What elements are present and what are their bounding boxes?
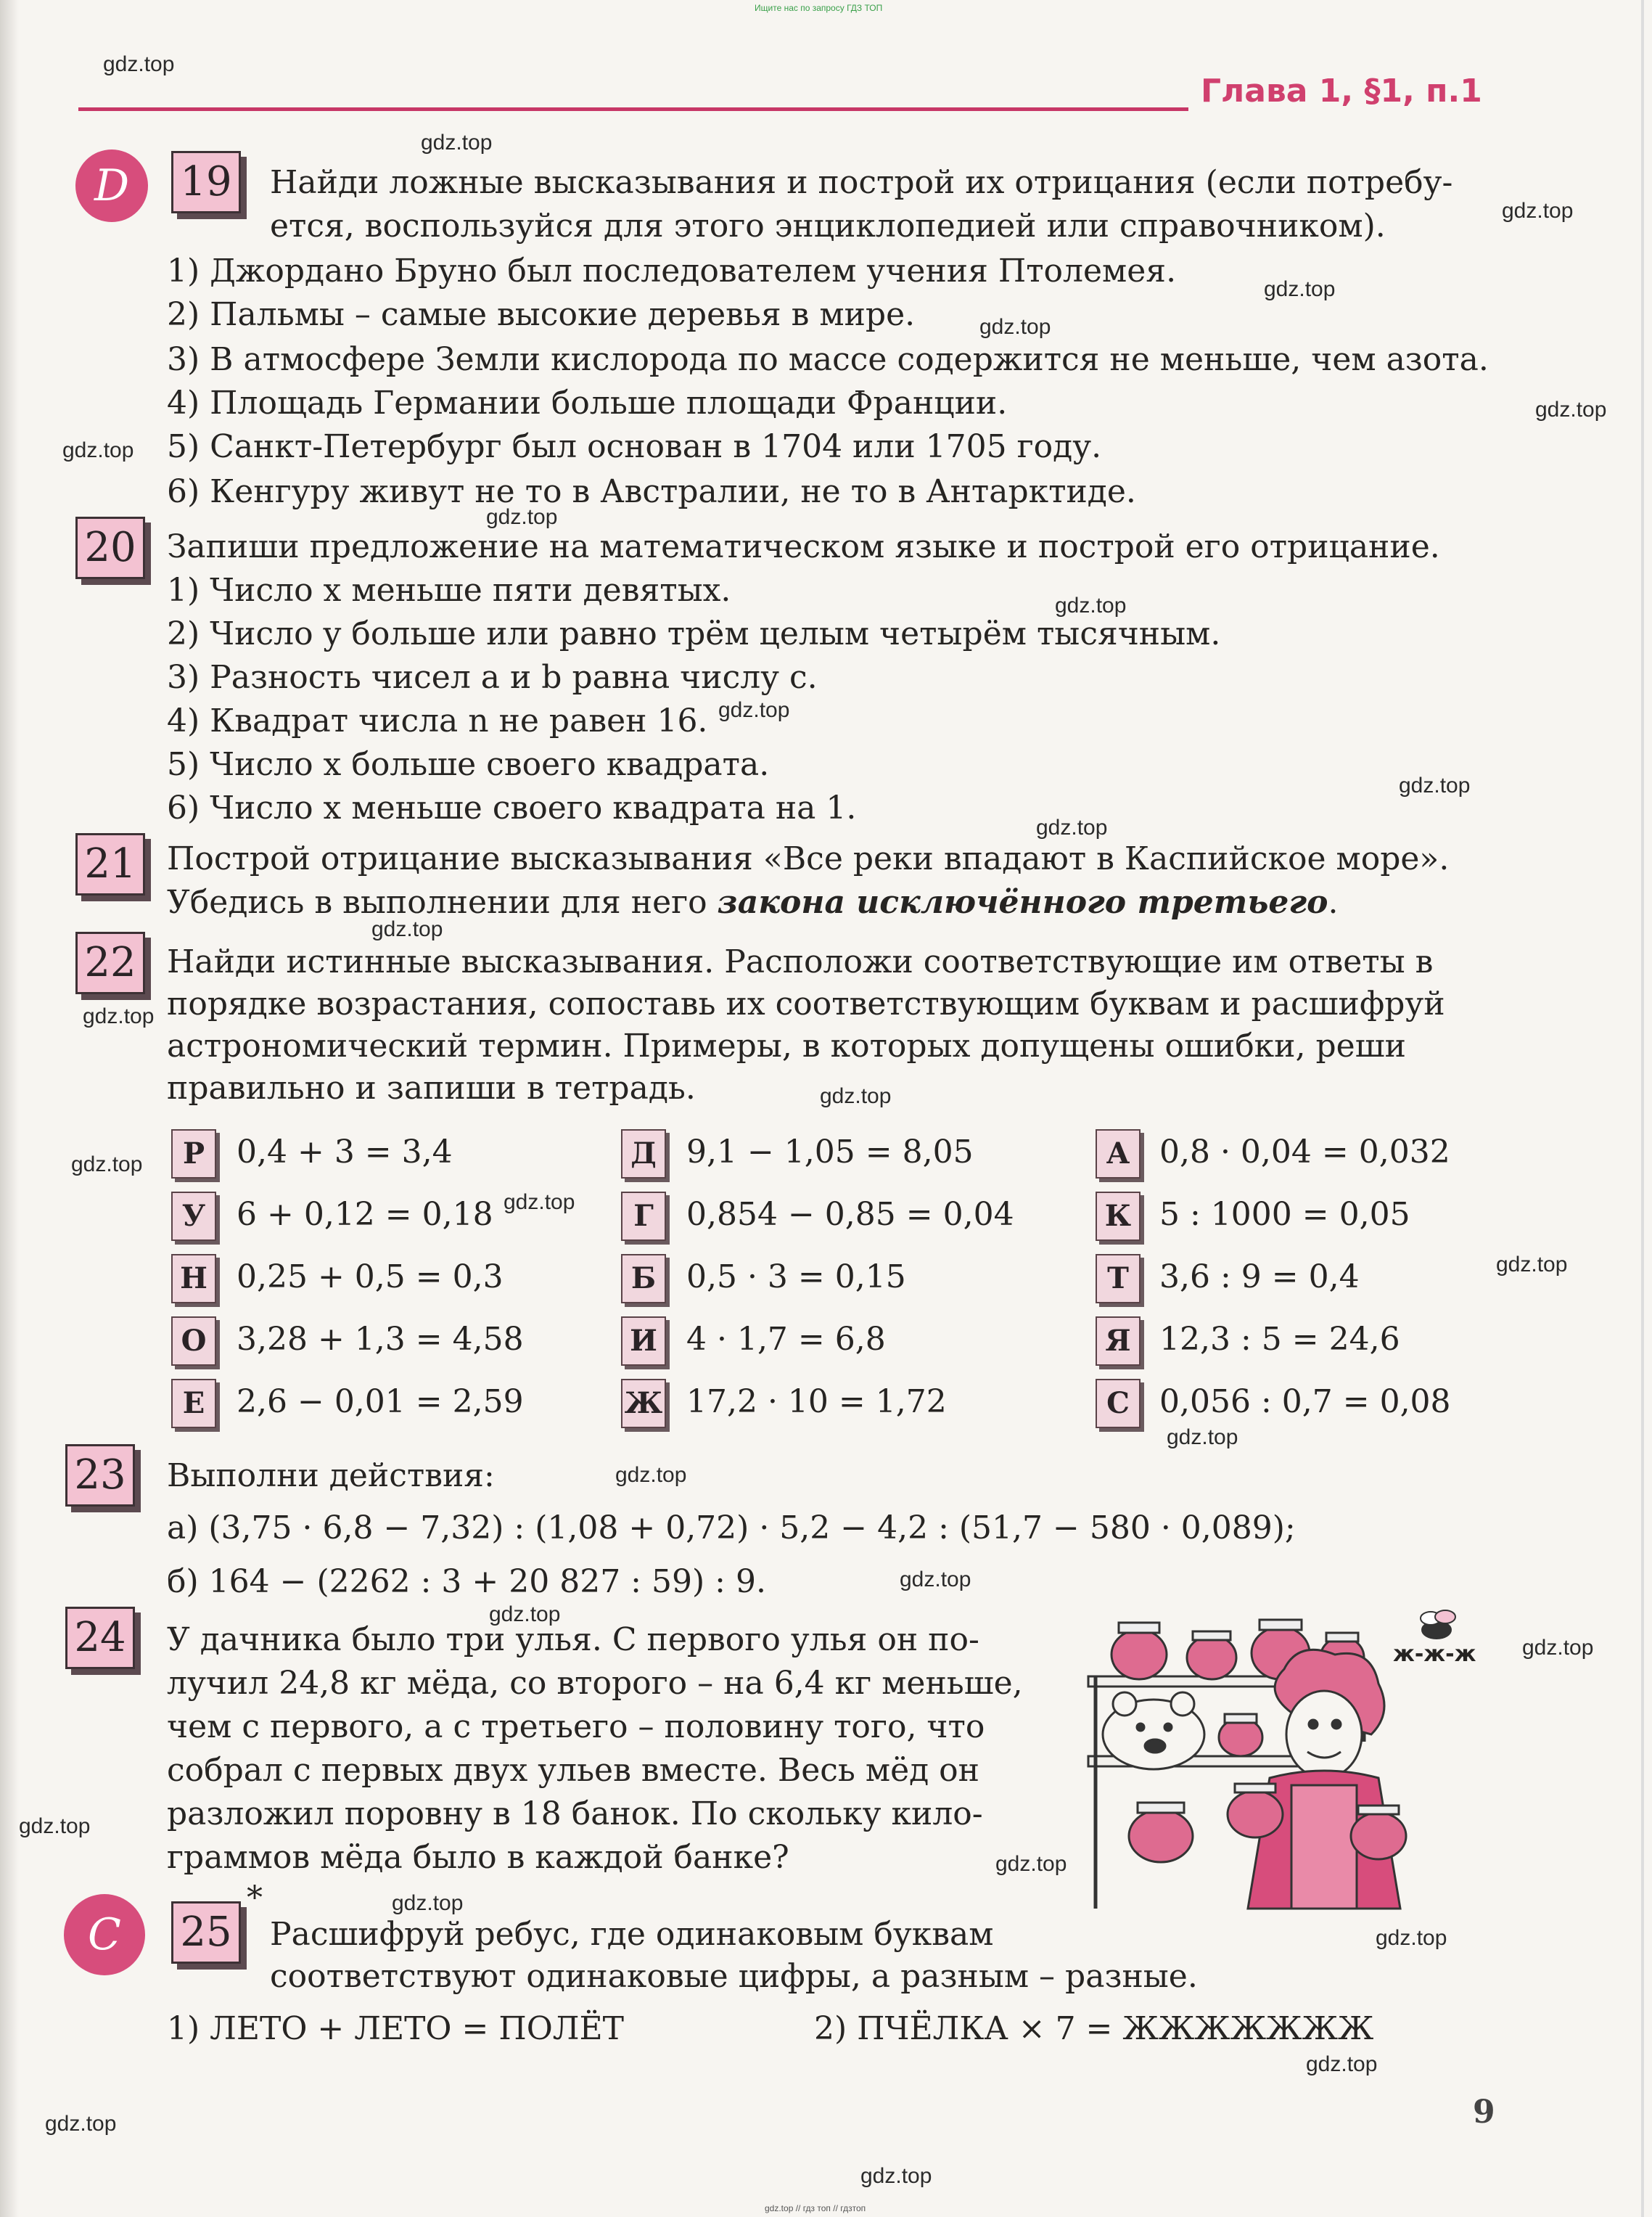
cipher-expression: 4 · 1,7 = 6,8 [686, 1321, 886, 1358]
task-25-line: Расшифруй ребус, где одинаковым буквам [270, 1916, 994, 1953]
watermark: gdz.top [979, 315, 1051, 339]
cipher-letter: О [171, 1316, 216, 1366]
task-19-line: Найди ложные высказывания и построй их отрицания (если потребу- [270, 164, 1453, 201]
watermark: gdz.top [45, 2112, 117, 2136]
watermark: gdz.top [62, 438, 134, 462]
cipher-letter: К [1096, 1192, 1141, 1241]
watermark: gdz.top [421, 131, 493, 155]
task-number-24: 24 [65, 1607, 135, 1669]
page-number: 9 [1473, 2094, 1495, 2131]
task-20-line: Запиши предложение на математическом языке и построй его отрицание. [167, 528, 1440, 565]
task-19-item: 3) В атмосфере Земли кислорода по массе содержится не меньше, чем азота. [167, 341, 1489, 378]
task-20-item: 3) Разность чисел a и b равна числу c. [167, 659, 818, 696]
watermark: gdz.top [718, 698, 790, 722]
watermark: gdz.top [1399, 774, 1471, 798]
task-24-line: чем с первого, а с третьего – половину того, что [167, 1708, 985, 1745]
cipher-letter: Т [1096, 1254, 1141, 1303]
task-19-item: 6) Кенгуру живут не то в Австралии, не то в Антарктиде. [167, 473, 1136, 510]
cipher-expression: 12,3 : 5 = 24,6 [1159, 1321, 1400, 1358]
cipher-letter: Е [171, 1379, 216, 1428]
watermark: gdz.top [1522, 1636, 1594, 1660]
cipher-letter: И [621, 1316, 666, 1366]
page-edge-right [1641, 0, 1644, 2217]
cipher-letter: Ж [621, 1379, 666, 1428]
watermark: gdz.top [1502, 199, 1574, 223]
task-20-item: 4) Квадрат числа n не равен 16. [167, 702, 708, 739]
watermark: gdz.top [860, 2164, 932, 2188]
cipher-expression: 0,854 − 0,85 = 0,04 [686, 1196, 1014, 1233]
task-number-25: 25 [171, 1901, 241, 1964]
watermark: gdz.top [995, 1852, 1067, 1876]
task-22-line: порядке возрастания, сопоставь их соответствующим буквам и расшифруй [167, 985, 1445, 1023]
level-c-marker: C [64, 1894, 145, 1975]
cipher-letter: А [1096, 1129, 1141, 1179]
cipher-letter: Д [621, 1129, 666, 1179]
task-22-line: Найди истинные высказывания. Расположи соответствующие им ответы в [167, 943, 1434, 980]
watermark: gdz.top [1306, 2052, 1378, 2076]
cipher-letter: У [171, 1192, 216, 1241]
task-20-item: 5) Число x больше своего квадрата. [167, 746, 770, 783]
watermark: gdz.top [615, 1463, 687, 1487]
watermark: gdz.top [486, 505, 558, 529]
task-22-line: правильно и запиши в тетрадь. [167, 1070, 696, 1107]
cipher-expression: 2,6 − 0,01 = 2,59 [237, 1383, 524, 1420]
watermark: gdz.top [504, 1190, 575, 1214]
task-20-item: 6) Число x меньше своего квадрата на 1. [167, 790, 857, 827]
page-shadow-left [0, 0, 19, 2217]
cipher-letter: Г [621, 1192, 666, 1241]
task-19-line: ется, воспользуйся для этого энциклопедией или справочником). [270, 208, 1386, 245]
watermark: gdz.top [1535, 398, 1607, 422]
task-number-20: 20 [75, 517, 145, 579]
cipher-expression: 0,056 : 0,7 = 0,08 [1159, 1383, 1451, 1420]
task-number-23: 23 [65, 1444, 135, 1507]
watermark: gdz.top [1036, 816, 1108, 840]
task-19-item: 2) Пальмы – самые высокие деревья в мире. [167, 296, 916, 333]
star-marker: * [247, 1880, 263, 1917]
cipher-expression: 3,6 : 9 = 0,4 [1159, 1258, 1360, 1295]
task-24-line: лучил 24,8 кг мёда, со второго – на 6,4 кг меньше, [167, 1665, 1023, 1702]
cipher-expression: 6 + 0,12 = 0,18 [237, 1196, 493, 1233]
task-22-line: астрономический термин. Примеры, в которых допущены ошибки, реши [167, 1028, 1406, 1065]
cipher-letter: Р [171, 1129, 216, 1179]
header-rule [78, 107, 1188, 111]
watermark: gdz.top [83, 1004, 155, 1028]
rebus-1: 1) ЛЕТО + ЛЕТО = ПОЛЁТ [167, 2010, 624, 2047]
task-24-line: собрал с первых двух ульев вместе. Весь мёд он [167, 1752, 980, 1789]
task-24-line: граммов мёда было в каждой банке? [167, 1839, 789, 1876]
watermark: gdz.top [103, 52, 175, 76]
task-21-line: Построй отрицание высказывания «Все реки впадают в Каспийское море». [167, 840, 1450, 877]
rebus-2: 2) ПЧЁЛКА × 7 = ЖЖЖЖЖЖЖ [814, 2010, 1374, 2047]
task-23-item: б) 164 − (2262 : 3 + 20 827 : 59) : 9. [167, 1563, 766, 1600]
top-note: Ищите нас по запросу ГДЗ ТОП [755, 3, 883, 13]
watermark: gdz.top [371, 917, 443, 941]
cipher-expression: 3,28 + 1,3 = 4,58 [237, 1321, 524, 1358]
task-25-line: соответствуют одинаковые цифры, а разным – разные. [270, 1958, 1198, 1995]
task-24-line: У дачника было три улья. С первого улья он по- [167, 1621, 979, 1658]
cipher-expression: 0,25 + 0,5 = 0,3 [237, 1258, 504, 1295]
bottom-note: gdz.top // гдз топ // гдзтоп [765, 2203, 866, 2213]
law-term: закона исключённого третьего [717, 884, 1328, 921]
task-19-item: 1) Джордано Бруно был последователем учения Птолемея. [167, 253, 1177, 290]
cipher-expression: 0,5 · 3 = 0,15 [686, 1258, 906, 1295]
watermark: gdz.top [489, 1602, 561, 1626]
task-21-period: . [1328, 884, 1339, 921]
task-23-item: а) (3,75 · 6,8 − 7,32) : (1,08 + 0,72) · 5,2 − 4,2 : (51,7 − 580 · 0,089); [167, 1509, 1296, 1546]
watermark: gdz.top [820, 1084, 892, 1108]
task-number-19: 19 [171, 151, 241, 213]
task-number-21: 21 [75, 833, 145, 896]
chapter-title: Глава 1, §1, п.1 [1201, 73, 1482, 110]
cipher-expression: 0,4 + 3 = 3,4 [237, 1134, 453, 1171]
watermark: gdz.top [392, 1891, 464, 1915]
watermark: gdz.top [1376, 1926, 1447, 1950]
cipher-expression: 17,2 · 10 = 1,72 [686, 1383, 947, 1420]
task-19-item: 4) Площадь Германии больше площади Франции. [167, 385, 1008, 422]
watermark: gdz.top [71, 1152, 143, 1176]
cipher-letter: Н [171, 1254, 216, 1303]
task-24-line: разложил поровну в 18 банок. По скольку кило- [167, 1795, 983, 1832]
watermark: gdz.top [1167, 1425, 1238, 1449]
task-23-line: Выполни действия: [167, 1457, 495, 1494]
watermark: gdz.top [1496, 1253, 1568, 1276]
beekeeper-illustration [1074, 1597, 1480, 1916]
task-number-22: 22 [75, 932, 145, 994]
task-20-item: 1) Число x меньше пяти девятых. [167, 572, 731, 609]
cipher-letter: С [1096, 1379, 1141, 1428]
task-20-item: 2) Число y больше или равно трём целым четырём тысячным. [167, 615, 1221, 652]
cipher-expression: 0,8 · 0,04 = 0,032 [1159, 1134, 1450, 1171]
cipher-expression: 5 : 1000 = 0,05 [1159, 1196, 1410, 1233]
watermark: gdz.top [1264, 277, 1336, 301]
cipher-expression: 9,1 − 1,05 = 8,05 [686, 1134, 974, 1171]
level-d-marker: D [75, 149, 148, 222]
bee-buzz-text: ж-ж-ж [1393, 1642, 1476, 1667]
task-19-item: 5) Санкт-Петербург был основан в 1704 или 1705 году. [167, 428, 1102, 465]
watermark: gdz.top [900, 1568, 971, 1591]
watermark: gdz.top [19, 1814, 91, 1838]
cipher-letter: Б [621, 1254, 666, 1303]
cipher-letter: Я [1096, 1316, 1141, 1366]
task-21-text: Убедись в выполнении для него [167, 884, 718, 921]
watermark: gdz.top [1055, 594, 1127, 618]
task-21-line [167, 884, 1339, 921]
